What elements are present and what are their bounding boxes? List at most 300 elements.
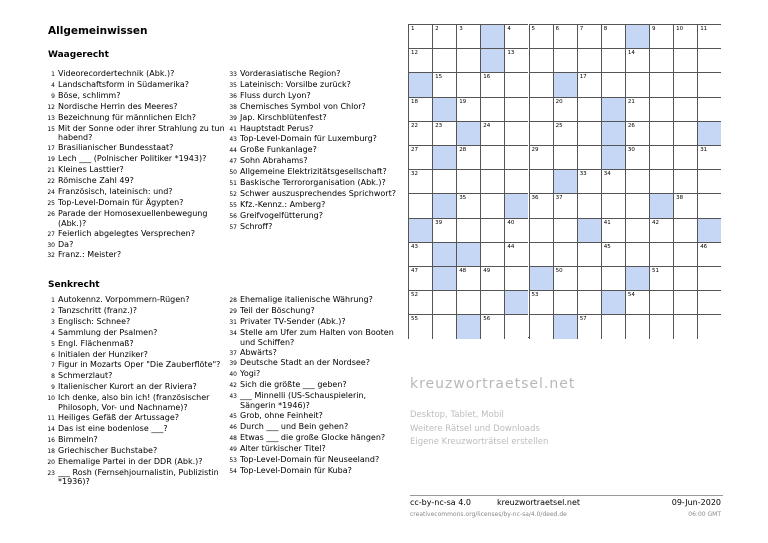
clue-text: Etwas ___ die große Glocke hängen? [240,432,386,442]
grid-cell[interactable] [456,193,480,217]
clue-item [228,102,398,113]
clue-text: Französisch, lateinisch: und? [58,186,173,196]
clue-number: 4 [51,329,55,337]
grid-cell[interactable] [649,242,673,266]
cell-number: 17 [579,74,587,81]
grid-cell[interactable] [577,48,601,72]
grid-cell[interactable] [673,24,697,48]
clue-item [46,154,228,165]
grid-cell[interactable] [408,242,432,266]
clue-number: 24 [47,188,55,196]
grid-cell[interactable] [456,97,480,121]
grid-cell[interactable] [553,290,577,314]
grid-cell[interactable] [697,72,721,96]
clue-text: Top-Level-Domain für Neuseeland? [240,454,380,464]
grid-cell[interactable] [408,314,432,338]
clue-text: Top-Level-Domain für Kuba? [240,465,352,475]
clue-item [46,306,228,317]
grid-cell[interactable] [649,24,673,48]
clue-number: 54 [229,467,237,475]
clue-item [228,358,398,369]
clue-text: Lateinisch: Vorsilbe zurück? [240,79,351,89]
grid-cell[interactable] [432,72,456,96]
grid-cell[interactable] [577,121,601,145]
grid-cell[interactable] [697,48,721,72]
cell-number: 45 [603,243,611,250]
grid-block [601,145,625,169]
grid-block [625,24,649,48]
cell-number: 9 [652,26,656,32]
grid-cell[interactable] [697,290,721,314]
clue-text: Ehemalige Partei in der DDR (Abk.)? [58,456,203,466]
grid-cell[interactable] [456,290,480,314]
grid-cell[interactable] [673,290,697,314]
grid-cell[interactable] [408,97,432,121]
grid-cell[interactable] [601,314,625,338]
cell-number: 26 [627,122,635,129]
grid-cell[interactable] [529,145,553,169]
grid-cell[interactable] [697,97,721,121]
clue-text: Top-Level-Domain für Ägypten? [58,197,184,207]
clue-number: 39 [229,360,237,368]
grid-cell[interactable] [480,193,504,217]
grid-cell[interactable] [697,24,721,48]
grid-block [408,218,432,242]
grid-cell[interactable] [601,193,625,217]
grid-block [553,314,577,338]
clue-item [46,457,228,468]
grid-cell[interactable] [577,24,601,48]
cell-number: 14 [627,50,635,57]
grid-cell[interactable] [649,314,673,338]
clue-number: 20 [47,458,55,466]
clue-number: 36 [229,92,237,100]
grid-cell[interactable] [649,121,673,145]
clue-number: 5 [51,340,55,348]
grid-block [456,121,480,145]
grid-cell[interactable] [577,72,601,96]
grid-cell[interactable] [456,72,480,96]
grid-cell[interactable] [432,48,456,72]
clue-text: Jap. Kirschblütenfest? [240,112,327,122]
grid-cell[interactable] [649,145,673,169]
grid-block [601,121,625,145]
clue-number: 46 [229,423,237,431]
down-clues-col-1 [46,295,228,487]
clue-text: Vorderasiatische Region? [240,69,341,78]
clue-number: 29 [229,307,237,315]
clue-item [228,433,398,444]
cell-number: 3 [459,26,463,32]
grid-cell[interactable] [432,314,456,338]
grid-cell[interactable] [625,145,649,169]
grid-cell[interactable] [504,242,528,266]
clue-number: 17 [47,145,55,153]
license-url[interactable]: creativecommons.org/licenses/by-nc-sa/4.0/deed.de [410,511,567,518]
grid-cell[interactable] [649,97,673,121]
grid-cell[interactable] [408,145,432,169]
grid-cell[interactable] [504,24,528,48]
grid-cell[interactable] [601,72,625,96]
grid-cell[interactable] [625,193,649,217]
grid-cell[interactable] [529,48,553,72]
grid-cell[interactable] [504,97,528,121]
clue-text: Sich die größte ___ geben? [240,380,347,390]
grid-cell[interactable] [480,145,504,169]
grid-cell[interactable] [673,169,697,193]
cell-number: 1 [411,26,415,32]
grid-cell[interactable] [625,218,649,242]
down-clues-col-2 [228,295,398,476]
grid-cell[interactable] [456,145,480,169]
grid-cell[interactable] [529,290,553,314]
clue-number: 8 [51,373,55,381]
grid-cell[interactable] [480,218,504,242]
grid-cell[interactable] [480,266,504,290]
cell-number: 10 [676,26,684,32]
clue-text: Abwärts? [240,347,277,357]
puzzle-title: Allgemeinwissen [48,25,148,37]
cell-number: 42 [652,219,659,226]
clue-item [46,250,228,261]
cell-number: 15 [435,74,443,81]
clue-number: 57 [229,223,237,231]
grid-cell[interactable] [577,290,601,314]
grid-cell[interactable] [553,24,577,48]
clue-text: Fluss durch Lyon? [240,90,311,100]
cell-number: 35 [459,195,467,202]
clue-item [228,455,398,466]
grid-cell[interactable] [456,24,480,48]
footer-divider [410,495,723,496]
grid-cell[interactable] [577,314,601,338]
cell-number: 18 [411,98,418,105]
clue-text: Franz.: Meister? [58,250,122,260]
grid-cell[interactable] [553,193,577,217]
clue-number: 30 [47,241,55,249]
cell-number: 30 [627,147,635,153]
grid-cell[interactable] [529,193,553,217]
clue-item [228,156,398,167]
grid-cell[interactable] [673,72,697,96]
grid-cell[interactable] [625,242,649,266]
clue-item [228,411,398,422]
clue-text: Hauptstadt Perus? [240,123,314,133]
clue-number: 44 [229,147,237,155]
grid-cell[interactable] [625,48,649,72]
cell-number: 5 [531,26,535,32]
grid-cell[interactable] [577,266,601,290]
grid-cell[interactable] [649,169,673,193]
grid-cell[interactable] [480,314,504,338]
clue-text: Teil der Böschung? [240,305,315,315]
grid-cell[interactable] [480,121,504,145]
clue-number: 23 [47,469,55,477]
grid-cell[interactable] [625,121,649,145]
grid-cell[interactable] [673,97,697,121]
clue-item [46,113,228,124]
grid-cell[interactable] [673,218,697,242]
clue-number: 53 [229,456,237,464]
grid-cell[interactable] [529,169,553,193]
grid-cell[interactable] [480,290,504,314]
clue-number: 39 [229,114,237,122]
clue-text: Landschaftsform in Südamerika? [58,79,190,89]
cell-number: 19 [459,98,467,105]
clue-text: Heiliges Gefäß der Artussage? [58,412,180,422]
clue-item [46,187,228,198]
across-clues-col-1 [46,69,228,261]
grid-cell[interactable] [432,290,456,314]
site-label: kreuzwortraetsel.net [497,498,581,507]
grid-block [504,290,528,314]
grid-cell[interactable] [408,24,432,48]
clue-item [228,200,398,211]
cell-number: 11 [700,26,708,32]
clue-text: Große Funkanlage? [240,145,317,155]
clue-text: Kleines Lasttier? [58,165,124,175]
cell-number: 27 [411,147,418,153]
grid-cell[interactable] [408,266,432,290]
clue-text: Greifvogelfütterung? [240,210,323,220]
clue-text: ___ Rosh (Fernsehjournalistin, Publizistin *1936)? [58,467,219,487]
promo-text [410,409,548,450]
grid-cell[interactable] [625,290,649,314]
grid-cell[interactable] [601,169,625,193]
clue-item [46,124,228,144]
grid-cell[interactable] [456,48,480,72]
clue-number: 28 [229,297,237,304]
grid-cell[interactable] [697,193,721,217]
grid-cell[interactable] [553,266,577,290]
grid-cell[interactable] [697,145,721,169]
grid-cell[interactable] [504,145,528,169]
grid-cell[interactable] [529,24,553,48]
clue-text: Bezeichnung für männlichen Elch? [58,112,197,122]
cell-number: 55 [411,316,418,323]
grid-cell[interactable] [697,242,721,266]
clue-number: 1 [51,71,55,78]
grid-block [529,266,553,290]
cell-number: 43 [411,243,418,250]
across-heading: Waagerecht [48,50,109,60]
grid-cell[interactable] [673,242,697,266]
grid-cell[interactable] [408,290,432,314]
grid-cell[interactable] [673,145,697,169]
grid-block [432,97,456,121]
grid-cell[interactable] [673,314,697,338]
grid-cell[interactable] [480,72,504,96]
cell-number: 7 [579,26,584,32]
grid-cell[interactable] [673,48,697,72]
grid-block [697,218,721,242]
grid-cell[interactable] [673,266,697,290]
grid-cell[interactable] [601,24,625,48]
grid-cell[interactable] [553,121,577,145]
clue-number: 34 [229,329,237,337]
grid-cell[interactable] [601,266,625,290]
grid-cell[interactable] [649,290,673,314]
clue-number: 40 [229,371,237,379]
clue-item [46,91,228,102]
clue-item [46,371,228,382]
grid-block [649,193,673,217]
grid-cell[interactable] [529,121,553,145]
grid-cell[interactable] [649,48,673,72]
clue-number: 41 [229,125,237,133]
license-label: cc-by-nc-sa 4.0 [410,498,471,507]
grid-cell[interactable] [577,97,601,121]
clue-number: 6 [51,351,55,359]
grid-cell[interactable] [553,242,577,266]
clue-item [46,198,228,209]
clue-text: Durch ___ und Bein gehen? [240,421,349,431]
grid-cell[interactable] [504,121,528,145]
grid-cell[interactable] [553,145,577,169]
grid-cell[interactable] [601,218,625,242]
cell-number: 25 [555,122,563,129]
grid-cell[interactable] [625,314,649,338]
clue-text: Grob, ohne Feinheit? [240,410,323,420]
date-label: 09-Jun-2020 [671,498,721,507]
clue-text: Initialen der Hunziker? [58,349,148,359]
cell-number: 8 [603,26,608,32]
clue-item [228,466,398,477]
grid-cell[interactable] [432,169,456,193]
grid-cell[interactable] [649,266,673,290]
grid-cell[interactable] [697,314,721,338]
cell-number: 36 [531,195,539,202]
grid-cell[interactable] [673,121,697,145]
clue-text: Italienischer Kurort an der Riviera? [58,382,197,392]
grid-block [480,48,504,72]
grid-cell[interactable] [625,169,649,193]
grid-cell[interactable] [673,193,697,217]
grid-cell[interactable] [697,266,721,290]
cell-number: 31 [700,147,708,153]
grid-cell[interactable] [504,72,528,96]
cell-number: 24 [483,122,491,129]
clue-number: 11 [47,414,55,422]
grid-cell[interactable] [504,218,528,242]
grid-cell[interactable] [432,24,456,48]
clue-text: Feierlich abgelegtes Versprechen? [58,228,195,238]
grid-cell[interactable] [504,314,528,338]
grid-cell[interactable] [408,193,432,217]
grid-cell[interactable] [432,218,456,242]
grid-cell[interactable] [529,242,553,266]
grid-cell[interactable] [577,242,601,266]
cell-number: 54 [627,292,635,299]
cell-number: 16 [483,74,491,81]
clue-item [228,348,398,359]
grid-cell[interactable] [649,72,673,96]
grid-cell[interactable] [408,169,432,193]
clue-number: 22 [47,178,55,186]
grid-cell[interactable] [456,266,480,290]
cell-number: 2 [435,26,439,32]
clue-number: 9 [51,92,55,100]
grid-cell[interactable] [504,48,528,72]
grid-cell[interactable] [504,169,528,193]
grid-cell[interactable] [480,97,504,121]
grid-cell[interactable] [577,145,601,169]
clue-number: 12 [47,103,55,111]
clue-number: 56 [229,212,237,220]
cell-number: 56 [483,316,491,323]
clue-item [46,165,228,176]
grid-cell[interactable] [601,48,625,72]
clue-number: 3 [51,318,55,326]
grid-cell[interactable] [553,218,577,242]
clue-text: ___ Minnelli (US-Schauspielerin, Sängerin *1946)? [240,391,367,411]
grid-cell[interactable] [577,169,601,193]
grid-cell[interactable] [480,169,504,193]
grid-block [456,314,480,338]
clue-text: Englisch: Schnee? [58,316,131,326]
grid-cell[interactable] [456,218,480,242]
grid-cell[interactable] [408,121,432,145]
clue-text: Schroff? [240,221,273,231]
cell-number: 52 [411,292,418,299]
clue-item [46,328,228,339]
grid-cell[interactable] [697,169,721,193]
grid-cell[interactable] [504,266,528,290]
cell-number: 23 [435,122,443,129]
grid-cell[interactable] [529,314,553,338]
clue-text: Ehemalige italienische Währung? [240,295,373,304]
grid-cell[interactable] [408,48,432,72]
clue-item [228,444,398,455]
cell-number: 21 [627,98,635,105]
grid-cell[interactable] [649,218,673,242]
clue-number: 15 [47,125,55,133]
clue-text: Engl. Flächenmaß? [58,338,134,348]
brand-logo-text[interactable]: kreuzwortraetsel.net [410,376,576,392]
clue-item [228,211,398,222]
clue-item [46,69,228,80]
cell-number: 46 [700,243,708,250]
clue-text: Figur in Mozarts Oper "Die Zauberflöte"? [58,360,221,370]
grid-cell[interactable] [529,97,553,121]
clue-text: Mit der Sonne oder ihrer Strahlung zu tun habend? [58,123,225,143]
clue-number: 47 [229,158,237,166]
cell-number: 12 [411,50,418,57]
clue-text: Sohn Abrahams? [240,156,308,166]
grid-cell[interactable] [625,72,649,96]
clue-item [46,229,228,240]
grid-cell[interactable] [625,97,649,121]
grid-cell[interactable] [601,242,625,266]
grid-cell[interactable] [432,121,456,145]
clue-number: 55 [229,201,237,209]
clue-item [46,295,228,306]
clue-number: 37 [229,349,237,357]
grid-cell[interactable] [480,242,504,266]
time-label: 06:00 GMT [688,511,721,518]
grid-cell[interactable] [553,48,577,72]
clue-number: 50 [229,169,237,177]
grid-cell[interactable] [529,218,553,242]
grid-cell[interactable] [456,169,480,193]
grid-block [601,290,625,314]
grid-cell[interactable] [553,97,577,121]
grid-cell[interactable] [529,72,553,96]
grid-block [432,193,456,217]
grid-cell[interactable] [577,193,601,217]
clue-text: Autokennz. Vorpommern-Rügen? [58,295,190,304]
clue-item [46,143,228,154]
